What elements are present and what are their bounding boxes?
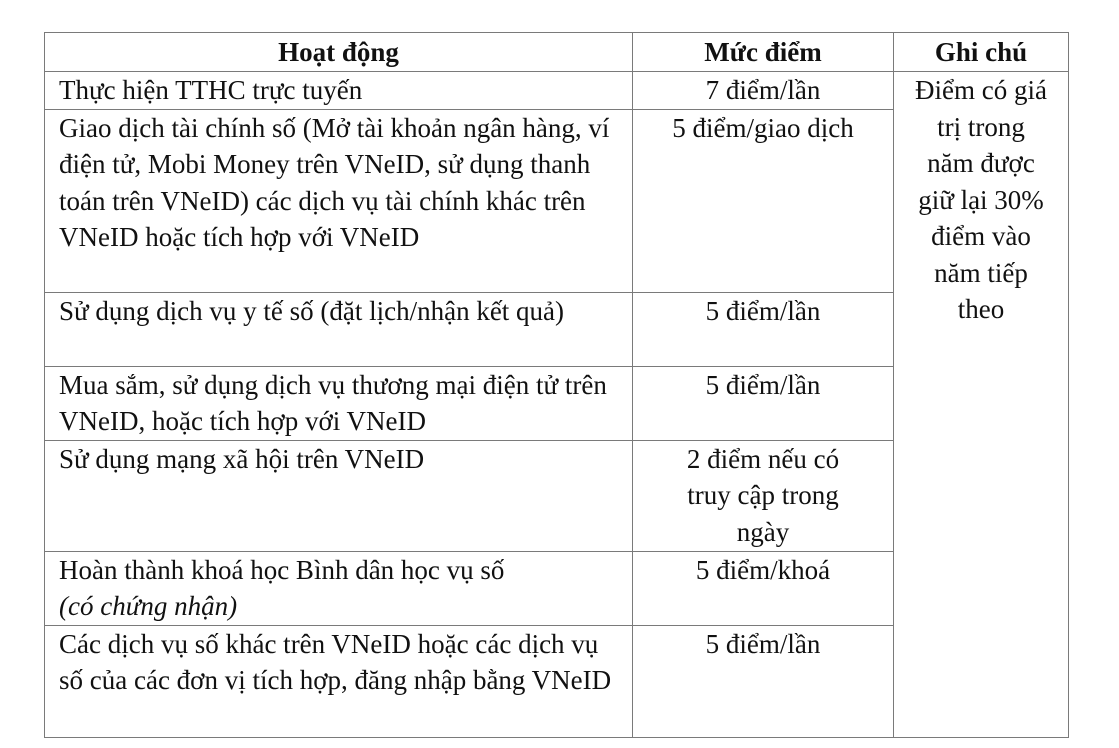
activity-cell (45, 551, 633, 625)
points-cell: 5 điểm/lần (633, 366, 894, 440)
activity-cell: Mua sắm, sử dụng dịch vụ thương mại điện tử trên VNeID, hoặc tích hợp với VNeID (45, 366, 633, 440)
points-cell: 5 điểm/giao dịch (633, 109, 894, 292)
points-table (44, 32, 1069, 738)
points-cell: 5 điểm/lần (633, 292, 894, 366)
points-cell: 2 điểm nếu có truy cập trong ngày (633, 440, 894, 551)
header-points: Mức điểm (633, 33, 894, 72)
activity-cell: Các dịch vụ số khác trên VNeID hoặc các dịch vụ số của các đơn vị tích hợp, đăng nhập bằng VNeID (45, 625, 633, 737)
header-note: Ghi chú (894, 33, 1069, 72)
points-cell: 7 điểm/lần (633, 72, 894, 110)
note-cell: Điểm có giá trị trong năm được giữ lại 30% điểm vào năm tiếp theo (894, 72, 1069, 738)
header-activity: Hoạt động (45, 33, 633, 72)
table-row (45, 72, 1069, 110)
activity-note: (có chứng nhận) (59, 591, 238, 621)
points-cell: 5 điểm/lần (633, 625, 894, 737)
activity-cell: Thực hiện TTHC trực tuyến (45, 72, 633, 110)
activity-text: Hoàn thành khoá học Bình dân học vụ số (59, 554, 505, 585)
activity-cell: Sử dụng mạng xã hội trên VNeID (45, 440, 633, 551)
activity-cell: Sử dụng dịch vụ y tế số (đặt lịch/nhận kết quả) (45, 292, 633, 366)
header-row (45, 33, 1069, 72)
points-cell: 5 điểm/khoá (633, 551, 894, 625)
activity-cell: Giao dịch tài chính số (Mở tài khoản ngân hàng, ví điện tử, Mobi Money trên VNeID, sử dụng thanh toán trên VNeID) các dịch vụ tài chính khác trên VNeID hoặc tích hợp với VNeID (45, 109, 633, 292)
